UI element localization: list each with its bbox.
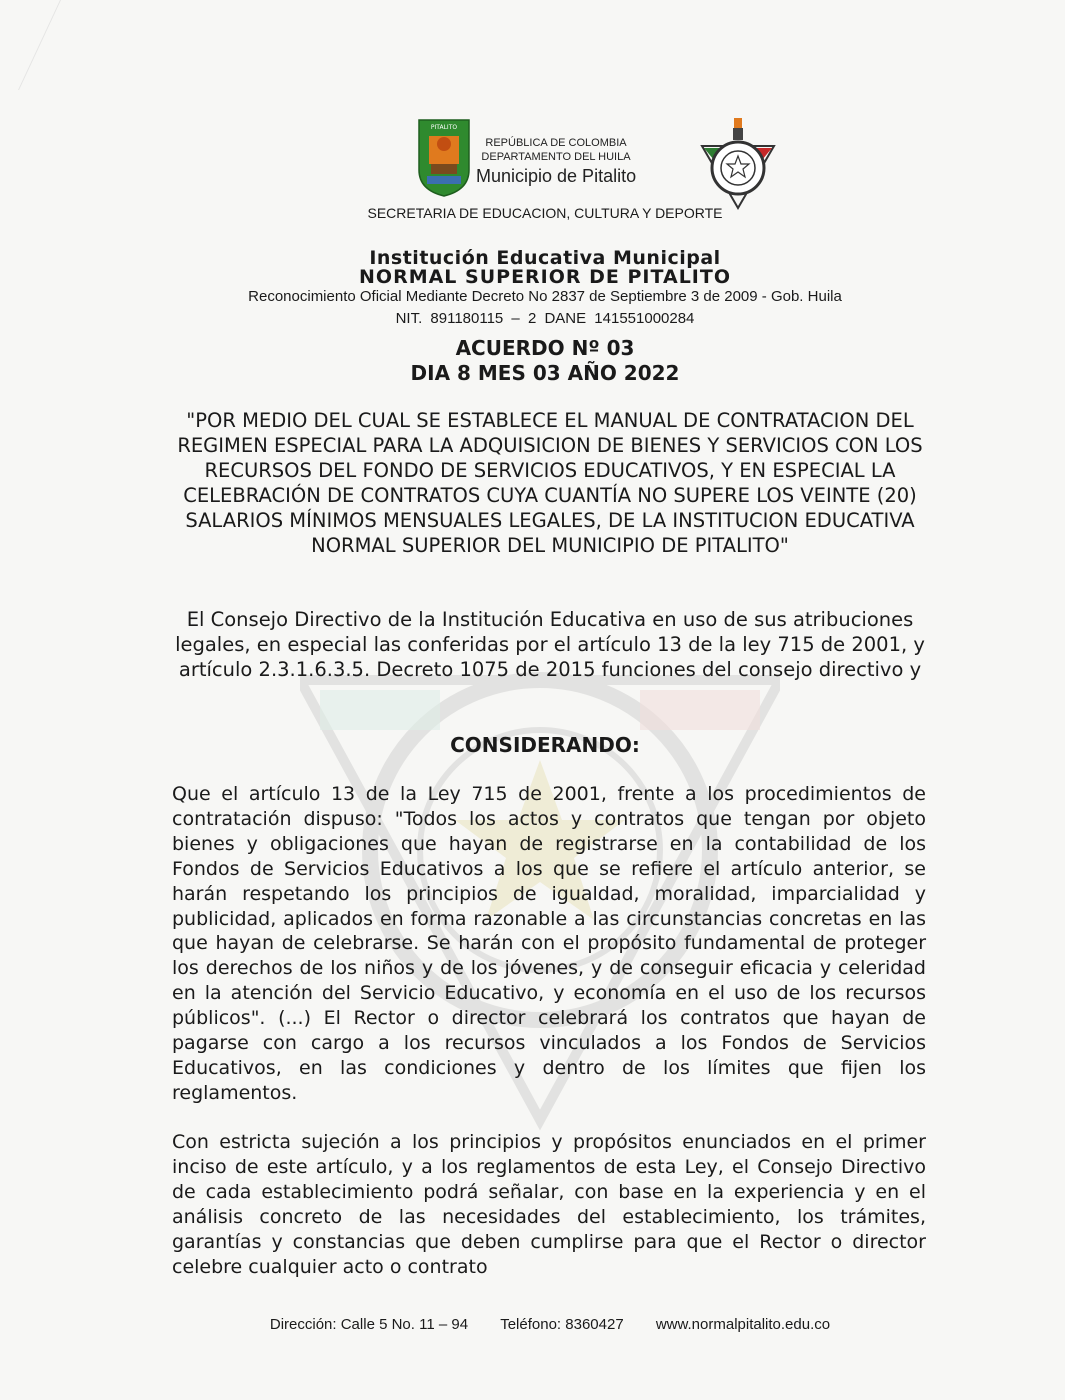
republic-line: REPÚBLICA DE COLOMBIA [485,137,627,149]
body-paragraph: Que el artículo 13 de la Ley 715 de 2001, frente a los procedimientos de contratación dispuso: "Todos los actos y contratos que tengan por objeto bienes y obligaciones que hayan de registrarse en la contabilidad de los Fondos de Servicios Educativos a los que se refiere el artículo anterior, se harán respetando los principios de igualdad, moralidad, imparcialidad y publicidad, aplicados en forma razonable a las circunstancias concretas en las que hayan de celebrarse. Se harán con el propósito fundamental de proteger los derechos de los niños y de los jóvenes, y de conseguir eficacia y celeridad en la atención del Servicio Educativo, y economía en el uso de los recursos públicos". (...) El Rector o director celebrará los contratos que hayan de pagarse con cargo a los recursos vinculados a los Fondos de Servicios Educativos, en las condiciones y dentro de los límites que fijen los reglamentos. [172,783,926,1104]
footer-phone: Teléfono: 8360427 [500,1316,624,1333]
agreement-date: DIA 8 MES 03 AÑO 2022 [410,361,680,385]
footer-address: Dirección: Calle 5 No. 11 – 94 [269,1316,469,1333]
nit-dane-line: NIT. 891180115 – 2 DANE 141551000284 [395,310,695,327]
considerando-heading: CONSIDERANDO: [450,733,640,757]
secretaria-line: SECRETARIA DE EDUCACION, CULTURA Y DEPORTE [367,205,723,221]
body-paragraph: Con estricta sujeción a los principios y propósitos enunciados en el primer inciso de este artículo, y a los reglamentos de esta Ley, el Consejo Directivo de cada establecimiento podrá señalar, con base en la experiencia y en el análisis concreto de las necesidades del establecimiento, los trámites, garantías y constancias que deben cumplirse para que el Rector o director celebre cualquier acto o contrato [172,1131,926,1278]
agreement-number: ACUERDO Nº 03 [455,336,635,360]
department-line: DEPARTAMENTO DEL HUILA [481,151,631,163]
institution-subname: NORMAL SUPERIOR DE PITALITO [359,266,731,288]
footer-website: www.normalpitalito.edu.co [655,1316,831,1333]
municipality-line: Municipio de Pitalito [476,166,637,186]
institution-name: Institución Educativa Municipal [369,247,721,269]
intro-paragraph: El Consejo Directivo de la Institución Educativa en uso de sus atribuciones legales, en especial las conferidas por el artículo 13 de la ley 715 de 2001, y artículo 2.3.1.6.3.5. Decreto 1075 de 2015 funciones del consejo directivo y [175,608,925,681]
page-footer [0,1316,1065,1333]
page-fold-mark [0,0,61,90]
pitalito-shield-icon [417,118,471,198]
government-heading [476,136,696,187]
school-emblem-icon [700,116,776,210]
shield-label: PITALITO [430,124,458,131]
agreement-title: "POR MEDIO DEL CUAL SE ESTABLECE EL MANUAL DE CONTRATACION DEL REGIMEN ESPECIAL PARA LA ADQUISICION DE BIENES Y SERVICIOS CON LOS RECURSOS DEL FONDO DE SERVICIOS EDUCATIVOS, Y EN ESPECIAL LA CELEBRACIÓN DE CONTRATOS CUYA CUANTÍA NO SUPERE LOS VEINTE (20) SALARIOS MÍNIMOS MENSUALES LEGALES, DE LA INSTITUCION EDUCATIVA NORMAL SUPERIOR DEL MUNICIPIO DE PITALITO" [177,409,923,557]
recognition-line: Reconocimiento Oficial Mediante Decreto No 2837 de Septiembre 3 de 2009 - Gob. Huila [248,288,842,305]
